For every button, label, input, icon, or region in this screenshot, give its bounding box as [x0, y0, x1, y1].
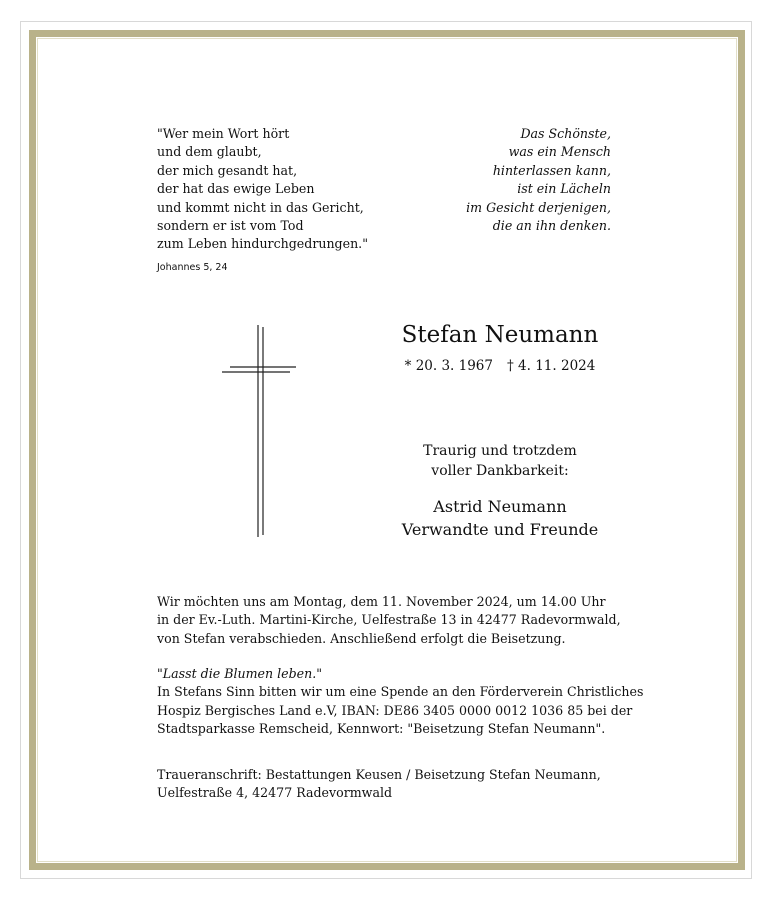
- donation-line: Stadtsparkasse Remscheid, Kennwort: "Beisetzung Stefan Neumann".: [157, 721, 606, 737]
- service-line: von Stefan verabschieden. Anschließend erfolgt die Beisetzung.: [157, 630, 566, 646]
- memorial-quote-line: hinterlassen kann,: [492, 162, 611, 178]
- service-info: [157, 593, 627, 648]
- bible-quote-line: der hat das ewige Leben: [157, 181, 315, 197]
- life-dates: [340, 358, 660, 374]
- memorial-quote-line: im Gesicht derjenigen,: [466, 199, 611, 215]
- memorial-quote-line: die an ihn denken.: [492, 218, 611, 234]
- mourning-address: [157, 766, 627, 803]
- donation-line: In Stefans Sinn bitten wir um eine Spende an den Förderverein Christliches: [157, 684, 644, 700]
- bible-quote-line: "Wer mein Wort hört: [157, 126, 290, 141]
- mourners-intro: [340, 441, 660, 481]
- deceased-name: Stefan Neumann: [401, 322, 599, 348]
- memorial-quote-line: Das Schönste,: [520, 126, 611, 141]
- donation-info: [157, 665, 644, 739]
- bible-quote: [157, 125, 417, 277]
- mourners-names: [340, 495, 660, 541]
- address-line: Uelfestraße 4, 42477 Radevormwald: [157, 785, 393, 801]
- bible-quote-line: der mich gesandt hat,: [157, 162, 298, 178]
- mourner-name: Verwandte und Freunde: [401, 520, 599, 539]
- address-line: Traueranschrift: Bestattungen Keusen / Beisetzung Stefan Neumann,: [157, 767, 601, 782]
- memorial-quote-line: ist ein Lächeln: [517, 181, 611, 197]
- birth-date: * 20. 3. 1967: [404, 358, 493, 374]
- donation-motto: "Lasst die Blumen leben.": [157, 666, 323, 681]
- mourners-intro-line: Traurig und trotzdem: [423, 443, 577, 459]
- memorial-quote-line: was ein Mensch: [508, 144, 611, 160]
- mourner-name: Astrid Neumann: [433, 497, 567, 516]
- mourners-intro-line: voller Dankbarkeit:: [431, 463, 569, 479]
- bible-quote-line: sondern er ist vom Tod: [157, 218, 304, 234]
- bible-quote-line: und dem glaubt,: [157, 144, 262, 160]
- bible-quote-line: und kommt nicht in das Gericht,: [157, 199, 364, 215]
- bible-quote-line: zum Leben hindurchgedrungen.": [157, 236, 368, 252]
- service-line: in der Ev.-Luth. Martini-Kirche, Uelfestraße 13 in 42477 Radevormwald,: [157, 612, 621, 628]
- donation-line: Hospiz Bergisches Land e.V, IBAN: DE86 3405 0000 0012 1036 85 bei der: [157, 702, 633, 718]
- memorial-quote: [400, 125, 611, 235]
- cross-icon: [220, 325, 298, 537]
- death-date: † 4. 11. 2024: [507, 358, 596, 374]
- donation-motto-text: Lasst die Blumen leben.: [162, 666, 317, 681]
- bible-quote-source: Johannes 5, 24: [157, 261, 228, 273]
- service-line: Wir möchten uns am Montag, dem 11. November 2024, um 14.00 Uhr: [157, 594, 606, 609]
